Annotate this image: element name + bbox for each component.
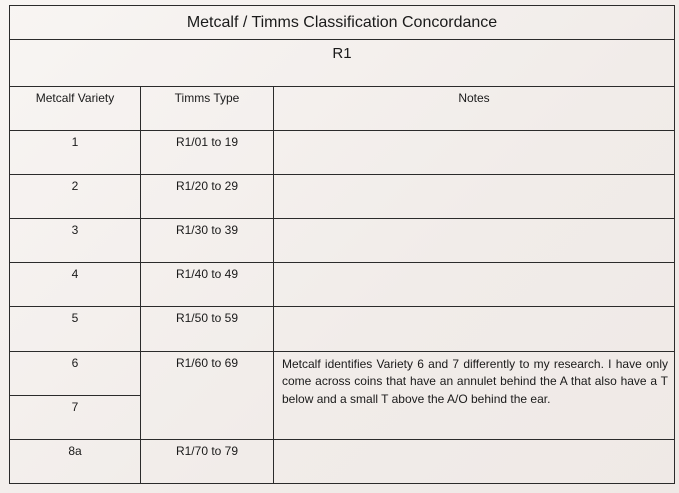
header-notes: Notes xyxy=(274,86,675,130)
type-cell: R1/50 to 59 xyxy=(141,307,274,351)
table-row xyxy=(10,307,675,351)
variety-cell: 6 xyxy=(10,351,141,395)
table-row xyxy=(10,219,675,263)
notes-cell xyxy=(274,439,675,483)
type-cell: R1/60 to 69 xyxy=(141,351,274,439)
table-row xyxy=(10,263,675,307)
notes-cell xyxy=(274,263,675,307)
series-heading xyxy=(10,39,675,86)
notes-cell xyxy=(274,307,675,351)
notes-cell xyxy=(274,219,675,263)
notes-cell: Metcalf identifies Variety 6 and 7 differently to my research. I have only come across coins that have an annulet behind the A that also have a T below and a small T above the A/O behind the ear. xyxy=(274,351,675,439)
notes-cell xyxy=(274,175,675,219)
notes-cell xyxy=(274,130,675,174)
header-row xyxy=(10,86,675,130)
type-cell: R1/20 to 29 xyxy=(141,175,274,219)
variety-cell: 7 xyxy=(10,395,141,439)
header-timms-type: Timms Type xyxy=(141,86,274,130)
variety-cell: 4 xyxy=(10,263,141,307)
table-row xyxy=(10,175,675,219)
variety-cell: 3 xyxy=(10,219,141,263)
type-cell: R1/70 to 79 xyxy=(141,439,274,483)
variety-cell: 5 xyxy=(10,307,141,351)
concordance-table xyxy=(9,5,675,484)
table-title: Metcalf / Timms Classification Concordance xyxy=(10,6,675,40)
table-row xyxy=(10,130,675,174)
table-row xyxy=(10,351,675,395)
type-cell: R1/01 to 19 xyxy=(141,130,274,174)
variety-cell: 8a xyxy=(10,439,141,483)
header-metcalf-variety: Metcalf Variety xyxy=(10,86,141,130)
type-cell: R1/30 to 39 xyxy=(141,219,274,263)
variety-cell: 2 xyxy=(10,175,141,219)
variety-cell: 1 xyxy=(10,130,141,174)
type-cell: R1/40 to 49 xyxy=(141,263,274,307)
table-row xyxy=(10,439,675,483)
series-label: R1 xyxy=(332,44,352,62)
